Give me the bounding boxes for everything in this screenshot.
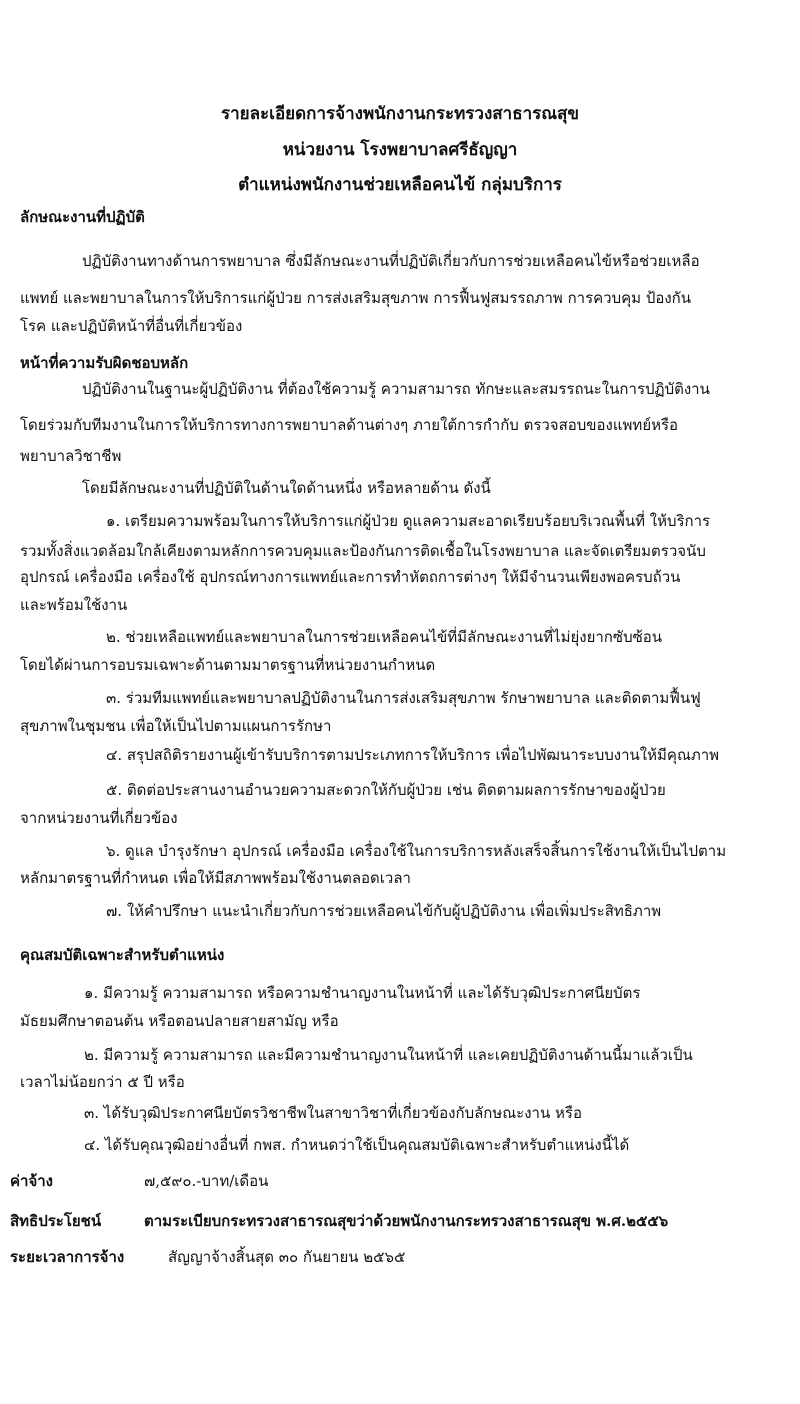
duty-item-cont: หลักมาตรฐานที่กำหนด เพื่อให้มีสภาพพร้อมใช้งานตลอดเวลา bbox=[20, 869, 411, 887]
qualification-item-cont: เวลาไม่น้อยกว่า ๕ ปี หรือ bbox=[20, 1073, 185, 1091]
duties-intro-line: โดยมีลักษณะงานที่ปฏิบัติในด้านใดด้านหนึ่ง หรือหลายด้าน ดังนี้ bbox=[82, 479, 491, 497]
benefit-label: สิทธิประโยชน์ bbox=[10, 1212, 102, 1230]
duty-item-cont: และพร้อมใช้งาน bbox=[20, 596, 128, 614]
qualification-item-cont: มัธยมศึกษาตอนต้น หรือตอนปลายสายสามัญ หรือ bbox=[20, 1012, 339, 1030]
duty-item: ๗. ให้คำปรึกษา แนะนำเกี่ยวกับการช่วยเหลือคนไข้กับผู้ปฏิบัติงาน เพื่อเพิ่มประสิทธิภาพ bbox=[106, 902, 662, 920]
duty-item: ๒. ช่วยเหลือแพทย์และพยาบาลในการช่วยเหลือคนไข้ที่มีลักษณะงานที่ไม่ยุ่งยากซับซ้อน bbox=[106, 628, 663, 646]
period-label: ระยะเวลาการจ้าง bbox=[10, 1248, 125, 1266]
document-title: รายละเอียดการจ้างพนักงานกระทรวงสาธารณสุข bbox=[220, 104, 580, 124]
duties-intro-line: โดยร่วมกับทีมงานในการให้บริการทางการพยาบาลด้านต่างๆ ภายใต้การกำกับ ตรวจสอบของแพทย์หรือ bbox=[20, 416, 679, 434]
nature-line: ปฏิบัติงานทางด้านการพยาบาล ซึ่งมีลักษณะงานที่ปฏิบัติเกี่ยวกับการช่วยเหลือคนไข้หรือช่วยเหลือ bbox=[82, 252, 700, 270]
section-heading-nature: ลักษณะงานที่ปฏิบัติ bbox=[20, 208, 145, 226]
duty-item-cont: อุปกรณ์ เครื่องมือ เครื่องใช้ อุปกรณ์ทางการแพทย์และการทำหัตถการต่างๆ ให้มีจำนวนเพียงพอครบถ้วน bbox=[20, 568, 681, 586]
duty-item: ๓. ร่วมทีมแพทย์และพยาบาลปฏิบัติงานในการส่งเสริมสุขภาพ รักษาพยาบาล และติดตามฟื้นฟู bbox=[106, 689, 701, 707]
duty-item-cont: สุขภาพในชุมชน เพื่อให้เป็นไปตามแผนการรักษา bbox=[20, 717, 332, 735]
duty-item: ๑. เตรียมความพร้อมในการให้บริการแก่ผู้ป่วย ดูแลความสะอาดเรียบร้อยบริเวณพื้นที่ ให้บริการ bbox=[106, 512, 711, 530]
duty-item: ๖. ดูแล บำรุงรักษา อุปกรณ์ เครื่องมือ เครื่องใช้ในการบริการหลังเสร็จสิ้นการใช้งานให้เป็นไปตาม bbox=[106, 842, 727, 860]
duty-item: ๕. ติดต่อประสานงานอำนวยความสะดวกให้กับผู้ป่วย เช่น ติดตามผลการรักษาของผู้ป่วย bbox=[106, 781, 666, 799]
nature-line: แพทย์ และพยาบาลในการให้บริการแก่ผู้ป่วย การส่งเสริมสุขภาพ การฟื้นฟูสมรรถภาพ การควบคุม ป้องกัน bbox=[20, 289, 692, 307]
duty-item-cont: จากหน่วยงานที่เกี่ยวข้อง bbox=[20, 809, 178, 827]
duty-item-cont: รวมทั้งสิ่งแวดล้อมใกล้เคียงตามหลักการควบคุมและป้องกันการติดเชื้อในโรงพยาบาล และจัดเตรียมตรวจนับ bbox=[20, 542, 706, 560]
qualification-item: ๑. มีความรู้ ความสามารถ หรือความชำนาญงานในหน้าที่ และได้รับวุฒิประกาศนียบัตร bbox=[84, 984, 641, 1002]
section-heading-duties: หน้าที่ความรับผิดชอบหลัก bbox=[20, 354, 189, 372]
section-heading-qualifications: คุณสมบัติเฉพาะสำหรับตำแหน่ง bbox=[20, 946, 225, 964]
qualification-item: ๓. ได้รับวุฒิประกาศนียบัตรวิชาชีพในสาขาวิชาที่เกี่ยวข้องกับลักษณะงาน หรือ bbox=[84, 1104, 582, 1122]
agency-name: หน่วยงาน โรงพยาบาลศรีธัญญา bbox=[282, 140, 518, 160]
qualification-item: ๒. มีความรู้ ความสามารถ และมีความชำนาญงานในหน้าที่ และเคยปฏิบัติงานด้านนี้มาแล้วเป็น bbox=[84, 1046, 693, 1064]
qualification-item: ๔. ได้รับคุณวุฒิอย่างอื่นที่ กพส. กำหนดว่าใช้เป็นคุณสมบัติเฉพาะสำหรับตำแหน่งนี้ได้ bbox=[84, 1136, 630, 1154]
duty-item: ๔. สรุปสถิติรายงานผู้เข้ารับบริการตามประเภทการให้บริการ เพื่อไปพัฒนาระบบงานให้มีคุณภาพ bbox=[106, 746, 720, 764]
period-value: สัญญาจ้างสิ้นสุด ๓๐ กันยายน ๒๕๖๕ bbox=[168, 1248, 406, 1266]
position-title: ตำแหน่งพนักงานช่วยเหลือคนไข้ กลุ่มบริการ bbox=[238, 175, 562, 195]
duty-item-cont: โดยได้ผ่านการอบรมเฉพาะด้านตามมาตรฐานที่หน่วยงานกำหนด bbox=[20, 656, 436, 674]
wage-label: ค่าจ้าง bbox=[10, 1172, 53, 1190]
duties-intro-line: พยาบาลวิชาชีพ bbox=[20, 447, 122, 465]
wage-value: ๗,๕๙๐.-บาท/เดือน bbox=[144, 1172, 269, 1190]
duties-intro-line: ปฏิบัติงานในฐานะผู้ปฏิบัติงาน ที่ต้องใช้ความรู้ ความสามารถ ทักษะและสมรรถนะในการปฏิบัติงาน bbox=[82, 380, 710, 398]
benefit-value: ตามระเบียบกระทรวงสาธารณสุขว่าด้วยพนักงานกระทรวงสาธารณสุข พ.ศ.๒๕๕๖ bbox=[144, 1212, 669, 1230]
nature-line: โรค และปฏิบัติหน้าที่อื่นที่เกี่ยวข้อง bbox=[20, 317, 243, 335]
